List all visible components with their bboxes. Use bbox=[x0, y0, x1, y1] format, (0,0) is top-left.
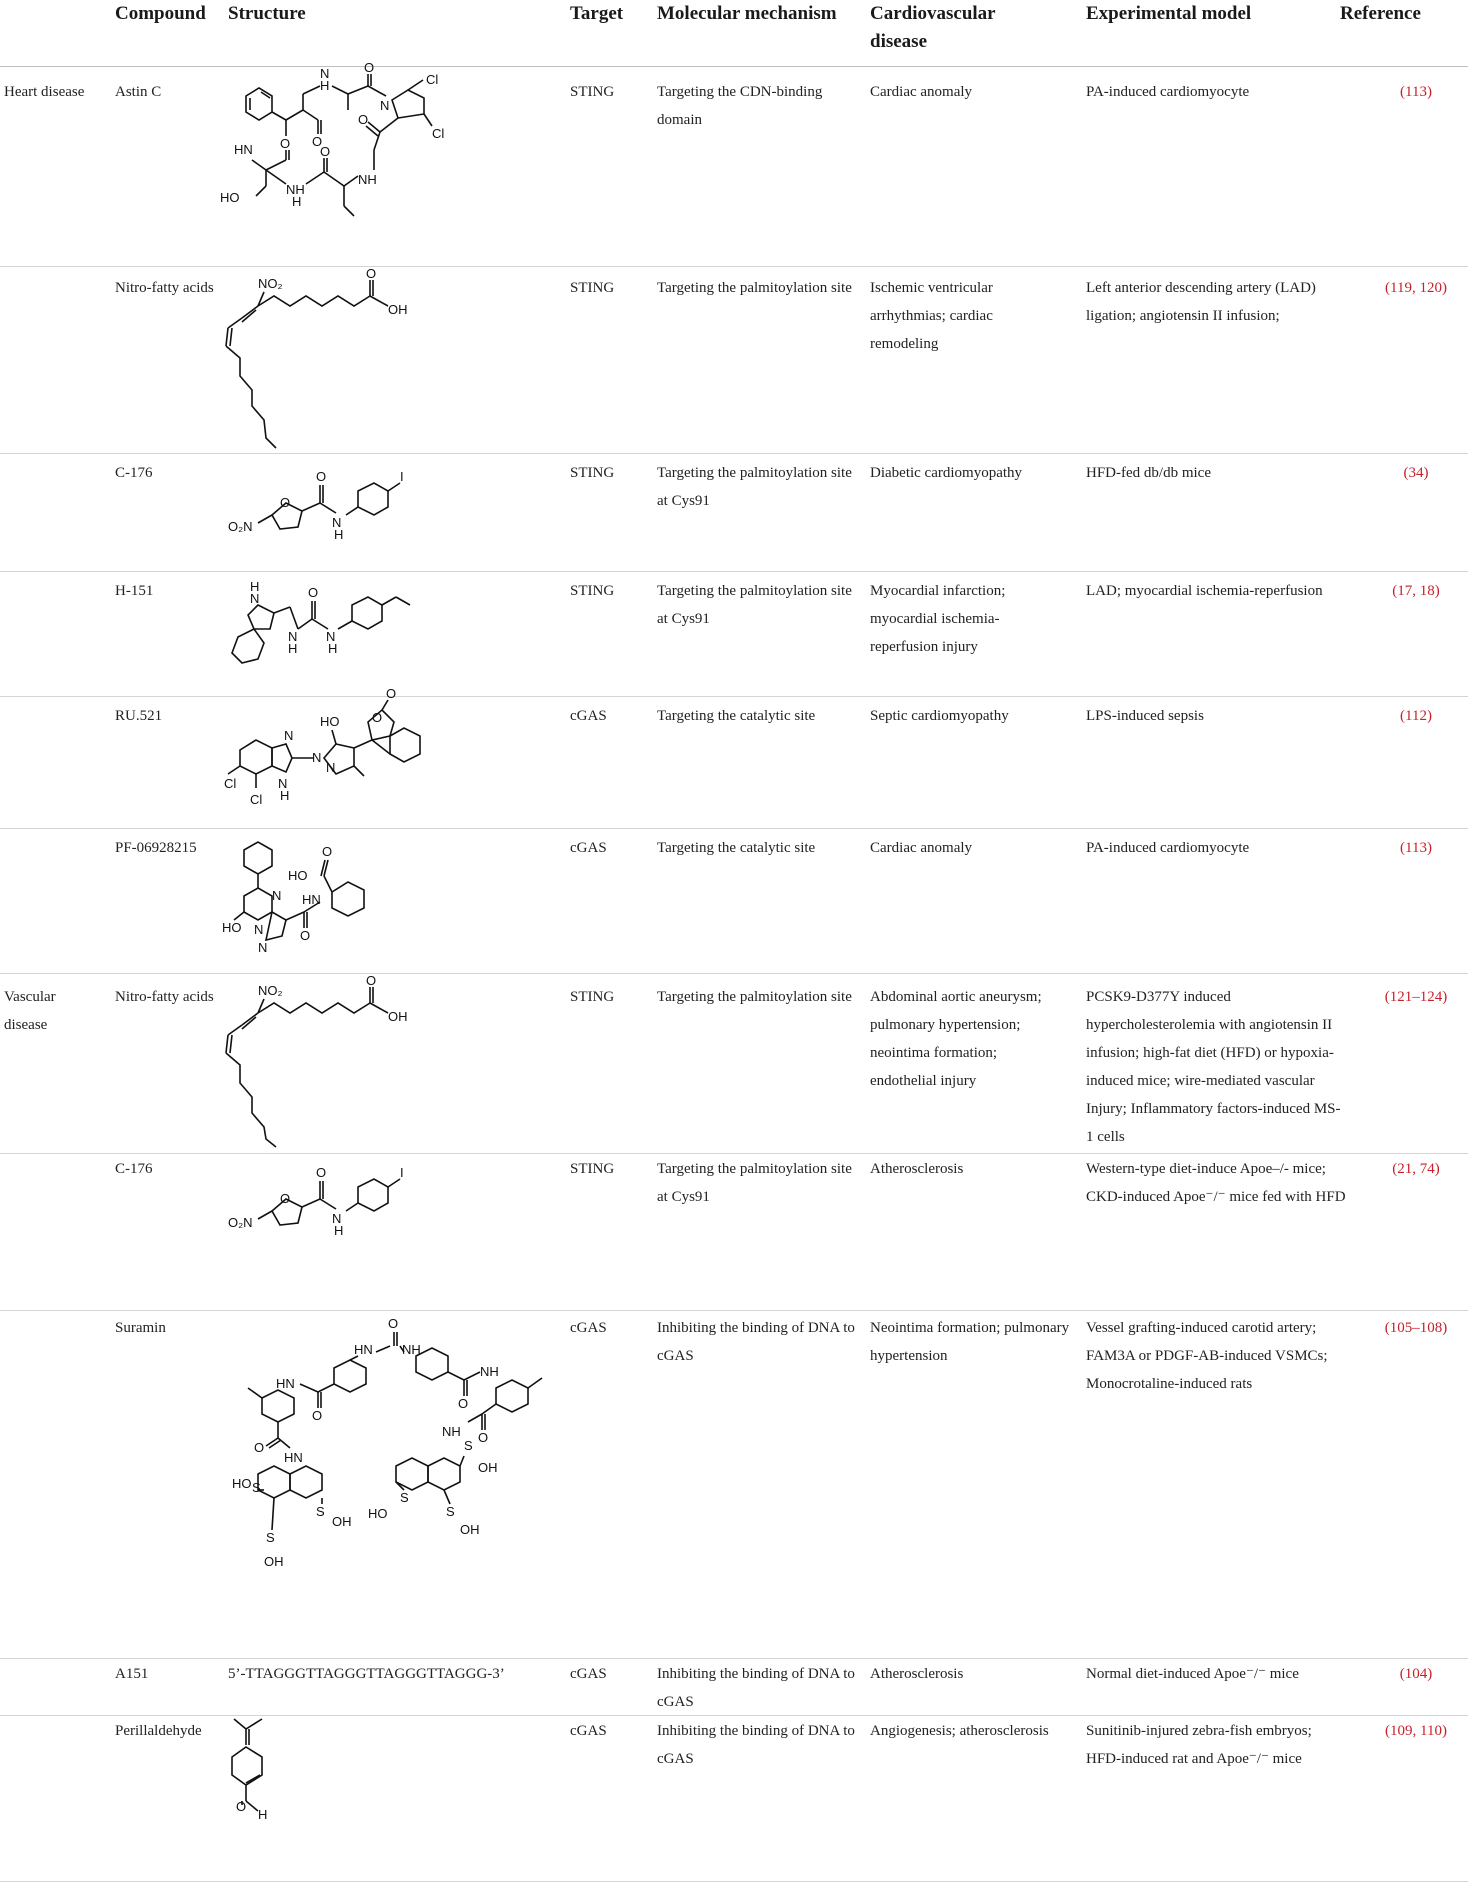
target-cell: STING bbox=[570, 1161, 615, 1177]
table-header bbox=[0, 0, 1468, 67]
svg-text:N: N bbox=[250, 591, 260, 606]
svg-text:HO: HO bbox=[222, 920, 242, 935]
mechanism-cell: Targeting the catalytic site bbox=[657, 708, 816, 724]
compound-cell: C-176 bbox=[115, 1161, 153, 1177]
table-row bbox=[0, 1658, 1468, 1716]
svg-text:O: O bbox=[458, 1396, 469, 1411]
compound-cell: A151 bbox=[115, 1666, 149, 1682]
svg-text:N: N bbox=[258, 940, 268, 955]
svg-text:O: O bbox=[280, 136, 291, 151]
table-row bbox=[0, 60, 1468, 267]
svg-text:S: S bbox=[464, 1438, 473, 1453]
compound-cell: RU.521 bbox=[115, 708, 163, 724]
svg-text:OH: OH bbox=[388, 1009, 408, 1024]
reference-link[interactable]: (105–108) bbox=[1384, 1320, 1448, 1336]
svg-text:O: O bbox=[316, 469, 327, 484]
svg-text:I: I bbox=[400, 1165, 404, 1180]
header-compound: Compound bbox=[115, 3, 206, 24]
model-cell: Sunitinib-injured zebra-fish embryos; HFD-induced rat and Apoe⁻/⁻ mice bbox=[1086, 1723, 1312, 1767]
header-mechanism: Molecular mechanism bbox=[657, 3, 837, 24]
svg-text:H: H bbox=[328, 641, 338, 656]
svg-text:HN: HN bbox=[284, 1450, 303, 1465]
structure-h151 bbox=[228, 579, 428, 669]
model-cell: LAD; myocardial ischemia-reperfusion bbox=[1086, 583, 1323, 599]
model-cell: PCSK9-D377Y induced hypercholesterolemia with angiotensin II infusion; high-fat diet (HFD) or hypoxia-induced mice; wire-mediated vascular Injury; Inflammatory factors-induced MS-1 cells bbox=[1086, 989, 1341, 1145]
disease-cell: Cardiac anomaly bbox=[870, 84, 973, 100]
target-cell: cGAS bbox=[570, 840, 607, 856]
disease-cell: Atherosclerosis bbox=[870, 1666, 964, 1682]
svg-text:NH: NH bbox=[442, 1424, 461, 1439]
compound-cell: H-151 bbox=[115, 583, 154, 599]
svg-text:HN: HN bbox=[354, 1342, 373, 1357]
mechanism-cell: Targeting the palmitoylation site at Cys91 bbox=[657, 583, 852, 627]
svg-text:NO₂: NO₂ bbox=[258, 983, 283, 998]
svg-text:N: N bbox=[278, 776, 288, 791]
svg-text:O₂N: O₂N bbox=[228, 519, 253, 534]
svg-text:N: N bbox=[332, 515, 342, 530]
disease-cell: Atherosclerosis bbox=[870, 1161, 964, 1177]
mechanism-cell: Inhibiting the binding of DNA to cGAS bbox=[657, 1666, 855, 1710]
compound-cell: Perillaldehyde bbox=[115, 1723, 202, 1739]
sequence-text: 5’-TTAGGGTTAGGGTTAGGGTTAGGG-3’ bbox=[228, 1666, 505, 1682]
svg-text:N: N bbox=[312, 750, 322, 765]
mechanism-cell: Targeting the CDN-binding domain bbox=[657, 84, 823, 128]
svg-text:O: O bbox=[372, 710, 383, 725]
model-cell: Normal diet-induced Apoe⁻/⁻ mice bbox=[1086, 1666, 1299, 1682]
target-cell: STING bbox=[570, 465, 615, 481]
svg-text:H: H bbox=[292, 194, 302, 209]
svg-text:O: O bbox=[320, 144, 331, 159]
svg-text:O: O bbox=[322, 844, 333, 859]
compound-cell: PF-06928215 bbox=[115, 840, 197, 856]
table-row bbox=[0, 266, 1468, 454]
target-cell: cGAS bbox=[570, 1320, 607, 1336]
svg-text:Cl: Cl bbox=[432, 126, 445, 141]
target-cell: STING bbox=[570, 84, 615, 100]
svg-text:N: N bbox=[320, 66, 330, 81]
compound-cell: Suramin bbox=[115, 1320, 166, 1336]
svg-text:H: H bbox=[320, 78, 330, 93]
mechanism-cell: Inhibiting the binding of DNA to cGAS bbox=[657, 1723, 855, 1767]
svg-text:S: S bbox=[266, 1530, 275, 1545]
target-cell: cGAS bbox=[570, 1723, 607, 1739]
svg-text:O: O bbox=[236, 1799, 247, 1814]
compound-cell: Nitro-fatty acids bbox=[115, 280, 214, 296]
model-cell: LPS-induced sepsis bbox=[1086, 708, 1204, 724]
svg-text:O: O bbox=[364, 60, 375, 75]
reference-link[interactable]: (113) bbox=[1400, 840, 1432, 856]
svg-text:H: H bbox=[258, 1807, 268, 1822]
table-row bbox=[0, 973, 1468, 1154]
svg-text:O: O bbox=[280, 495, 291, 510]
structure-perillaldehyde bbox=[228, 1719, 318, 1849]
svg-text:O: O bbox=[478, 1430, 489, 1445]
svg-text:O₂N: O₂N bbox=[228, 1215, 253, 1230]
disease-cell: Septic cardiomyopathy bbox=[870, 708, 1009, 724]
svg-text:O: O bbox=[280, 1191, 291, 1206]
svg-text:HO: HO bbox=[288, 868, 308, 883]
table-row bbox=[0, 686, 1468, 829]
svg-text:S: S bbox=[316, 1504, 325, 1519]
svg-text:N: N bbox=[272, 888, 282, 903]
svg-text:HN: HN bbox=[302, 892, 321, 907]
svg-text:H: H bbox=[250, 579, 260, 594]
svg-text:H: H bbox=[280, 788, 290, 803]
svg-text:HO: HO bbox=[368, 1506, 388, 1521]
svg-text:S: S bbox=[252, 1480, 261, 1495]
svg-text:OH: OH bbox=[388, 302, 408, 317]
mechanism-cell: Targeting the palmitoylation site bbox=[657, 280, 852, 296]
header-target: Target bbox=[570, 3, 624, 24]
model-cell: PA-induced cardiomyocyte bbox=[1086, 84, 1250, 100]
svg-text:NH: NH bbox=[358, 172, 377, 187]
svg-text:N: N bbox=[332, 1211, 342, 1226]
target-cell: STING bbox=[570, 280, 615, 296]
disease-cell: Cardiac anomaly bbox=[870, 840, 973, 856]
structure-suramin bbox=[228, 1312, 558, 1642]
svg-text:HO: HO bbox=[232, 1476, 252, 1491]
svg-text:S: S bbox=[400, 1490, 409, 1505]
model-cell: Left anterior descending artery (LAD) ligation; angiotensin II infusion; bbox=[1086, 280, 1316, 324]
svg-text:O: O bbox=[312, 134, 323, 149]
header-model: Experimental model bbox=[1086, 3, 1252, 24]
reference-link[interactable]: (21, 74) bbox=[1392, 1161, 1440, 1177]
structure-c176 bbox=[228, 461, 428, 541]
svg-text:S: S bbox=[446, 1504, 455, 1519]
target-cell: STING bbox=[570, 989, 615, 1005]
svg-text:N: N bbox=[326, 629, 336, 644]
target-cell: cGAS bbox=[570, 1666, 607, 1682]
svg-text:Cl: Cl bbox=[426, 72, 439, 87]
header-reference: Reference bbox=[1340, 3, 1421, 24]
structure-c176 bbox=[228, 1157, 428, 1237]
table-row bbox=[0, 453, 1468, 572]
compound-cell: Nitro-fatty acids bbox=[115, 989, 214, 1005]
reference-link[interactable]: (104) bbox=[1399, 1666, 1433, 1682]
structure-nitro-fatty-acid bbox=[228, 266, 438, 447]
structure-ru521 bbox=[224, 686, 448, 814]
header-disease: Cardiovascular disease bbox=[870, 3, 996, 52]
model-cell: Vessel grafting-induced carotid artery; FAM3A or PDGF-AB-induced VSMCs; Monocrotaline-induced rats bbox=[1086, 1320, 1328, 1392]
disease-cell: Diabetic cardiomyopathy bbox=[870, 465, 1023, 481]
target-cell: STING bbox=[570, 583, 615, 599]
structure-astin-c bbox=[220, 60, 468, 226]
mechanism-cell: Targeting the palmitoylation site bbox=[657, 989, 852, 1005]
model-cell: Western-type diet-induce Apoe–/- mice; CKD-induced Apoe⁻/⁻ mice fed with HFD bbox=[1086, 1161, 1346, 1205]
svg-text:NO₂: NO₂ bbox=[258, 276, 283, 291]
svg-text:OH: OH bbox=[460, 1522, 480, 1537]
svg-text:HO: HO bbox=[220, 190, 240, 205]
target-cell: cGAS bbox=[570, 708, 607, 724]
svg-text:OH: OH bbox=[478, 1460, 498, 1475]
svg-text:N: N bbox=[380, 98, 390, 113]
disease-cell: Abdominal aortic aneurysm; pulmonary hypertension; neointima formation; endothelial injury bbox=[870, 989, 1042, 1089]
model-cell: PA-induced cardiomyocyte bbox=[1086, 840, 1250, 856]
mechanism-cell: Targeting the palmitoylation site at Cys91 bbox=[657, 1161, 852, 1205]
svg-text:N: N bbox=[288, 629, 298, 644]
svg-text:Cl: Cl bbox=[250, 792, 263, 807]
svg-text:HO: HO bbox=[320, 714, 340, 729]
svg-text:NH: NH bbox=[402, 1342, 421, 1357]
svg-text:N: N bbox=[326, 760, 336, 775]
reference-link[interactable]: (119, 120) bbox=[1385, 280, 1447, 296]
reference-link[interactable]: (112) bbox=[1400, 708, 1432, 724]
svg-text:OH: OH bbox=[332, 1514, 352, 1529]
reference-link[interactable]: (109, 110) bbox=[1385, 1723, 1447, 1739]
structure-pf06928215 bbox=[222, 836, 428, 966]
svg-text:O: O bbox=[308, 585, 319, 600]
mechanism-cell: Targeting the palmitoylation site at Cys91 bbox=[657, 465, 852, 509]
model-cell: HFD-fed db/db mice bbox=[1086, 465, 1211, 481]
svg-text:OH: OH bbox=[264, 1554, 284, 1569]
svg-text:HN: HN bbox=[234, 142, 253, 157]
svg-text:H: H bbox=[334, 1223, 344, 1238]
disease-cell: Neointima formation; pulmonary hypertension bbox=[870, 1320, 1070, 1364]
compound-cell: C-176 bbox=[115, 465, 153, 481]
svg-text:HN: HN bbox=[276, 1376, 295, 1391]
table-row bbox=[0, 1715, 1468, 1882]
svg-text:NH: NH bbox=[480, 1364, 499, 1379]
table-row bbox=[0, 571, 1468, 697]
header-structure: Structure bbox=[228, 3, 306, 24]
table-row bbox=[0, 1310, 1468, 1659]
svg-text:O: O bbox=[358, 112, 369, 127]
svg-text:N: N bbox=[254, 922, 264, 937]
svg-text:I: I bbox=[400, 469, 404, 484]
disease-cell: Angiogenesis; atherosclerosis bbox=[870, 1723, 1049, 1739]
reference-link[interactable]: (17, 18) bbox=[1392, 583, 1440, 599]
group-heart: Heart disease bbox=[4, 84, 85, 100]
reference-link[interactable]: (113) bbox=[1400, 84, 1432, 100]
svg-text:Cl: Cl bbox=[224, 776, 237, 791]
mechanism-cell: Targeting the catalytic site bbox=[657, 840, 816, 856]
table-row bbox=[0, 1153, 1468, 1311]
compound-cell: Astin C bbox=[115, 84, 162, 100]
svg-text:N: N bbox=[284, 728, 294, 743]
svg-text:O: O bbox=[366, 266, 377, 281]
svg-text:O: O bbox=[254, 1440, 265, 1455]
table-row bbox=[0, 828, 1468, 974]
svg-text:O: O bbox=[386, 686, 397, 701]
svg-text:O: O bbox=[312, 1408, 323, 1423]
svg-text:O: O bbox=[366, 973, 377, 988]
svg-text:NH: NH bbox=[286, 182, 305, 197]
reference-link[interactable]: (34) bbox=[1403, 465, 1429, 481]
disease-cell: Ischemic ventricular arrhythmias; cardiac remodeling bbox=[870, 280, 993, 352]
svg-text:H: H bbox=[288, 641, 298, 656]
reference-link[interactable]: (121–124) bbox=[1384, 989, 1448, 1005]
svg-text:O: O bbox=[388, 1316, 399, 1331]
svg-text:O: O bbox=[316, 1165, 327, 1180]
svg-text:H: H bbox=[334, 527, 344, 542]
structure-nitro-fatty-acid bbox=[228, 973, 438, 1149]
group-vascular: Vascular disease bbox=[4, 989, 56, 1033]
svg-text:O: O bbox=[300, 928, 311, 943]
disease-cell: Myocardial infarction; myocardial ischemia-reperfusion injury bbox=[870, 583, 1006, 655]
mechanism-cell: Inhibiting the binding of DNA to cGAS bbox=[657, 1320, 855, 1364]
